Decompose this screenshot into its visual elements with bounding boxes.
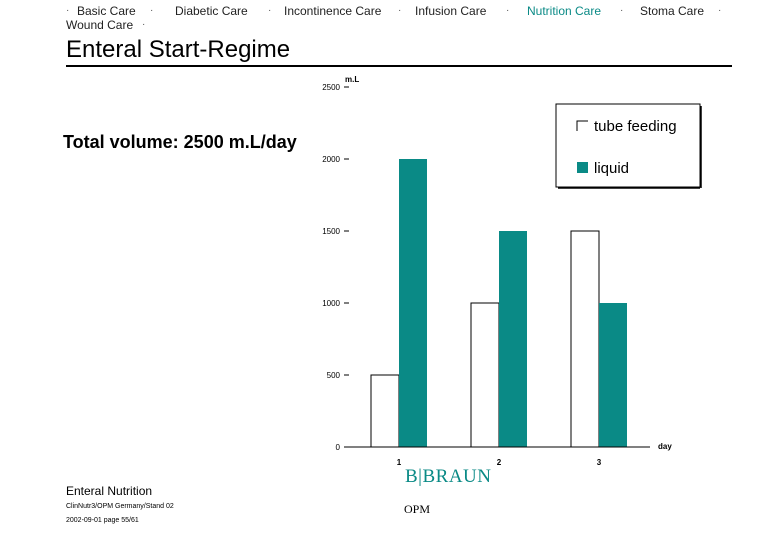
chart-bars [371,159,630,447]
nav-separator: · [66,5,70,16]
nav-separator: · [398,5,402,16]
nav-item-basic-care[interactable]: Basic Care [77,4,136,18]
y-tick-label: 1000 [322,299,340,308]
bar-tube-feeding [471,303,499,447]
footer-reference: ClinNutr3/OPM Germany/Stand 02 [66,503,174,510]
brand-logo: B|BRAUN [405,466,492,487]
nav-separator: · [718,5,722,16]
bar-tube-feeding [571,231,599,447]
nav-item-diabetic-care[interactable]: Diabetic Care [175,4,248,18]
footer-date-page: 2002-09-01 page 55/61 [66,517,139,524]
legend-label-tube-feeding: tube feeding [594,118,677,135]
x-axis-label: day [658,442,672,451]
y-tick-label: 2000 [322,155,340,164]
nav-item-wound-care[interactable]: Wound Care [66,18,134,32]
bar-liquid [499,231,527,447]
nav-separator: · [150,5,154,16]
x-tick-label: 2 [496,458,502,467]
total-volume-label: Total volume: 2500 m.L/day [63,132,297,152]
nav-item-incontinence-care[interactable]: Incontinence Care [284,4,382,18]
nav-separator: · [506,5,510,16]
bar-liquid [399,159,427,447]
y-tick-label: 0 [335,443,340,452]
x-tick-label: 3 [596,458,602,467]
y-tick-label: 500 [326,371,340,380]
y-tick-label: 1500 [322,227,340,236]
nav-item-infusion-care[interactable]: Infusion Care [415,4,487,18]
y-axis-label: m.L [345,75,360,84]
nav-item-nutrition-care[interactable]: Nutrition Care [527,4,602,18]
y-tick-label: 2500 [322,83,340,92]
bar-tube-feeding [371,375,399,447]
legend-swatch-liquid [577,162,588,173]
chart-legend [556,104,701,188]
bar-liquid [599,303,627,447]
division-label: OPM [404,502,431,516]
x-tick-label: 1 [396,458,402,467]
nav-separator: · [620,5,624,16]
legend-label-liquid: liquid [594,160,630,177]
y-axis [322,75,359,452]
page-title: Enteral Start-Regime [66,36,291,63]
footer-title: Enteral Nutrition [66,484,153,498]
nav-separator: · [268,5,272,16]
nav-item-stoma-care[interactable]: Stoma Care [640,4,705,18]
nav-separator: · [142,19,146,30]
